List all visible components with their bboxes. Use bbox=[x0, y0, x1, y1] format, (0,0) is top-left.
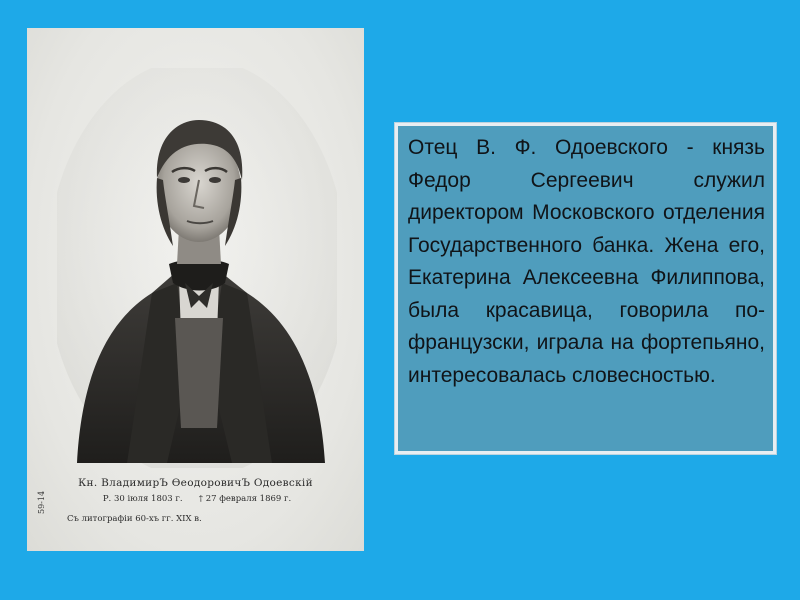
cravat bbox=[169, 260, 229, 291]
portrait-caption-source: Съ литографіи 60-хъ гг. XIX в. bbox=[67, 514, 202, 524]
portrait-card bbox=[27, 28, 364, 551]
portrait-caption-died: † 27 февраля 1869 г. bbox=[198, 494, 292, 504]
left-eye bbox=[178, 177, 190, 183]
portrait-caption-born: Р. 30 іюля 1803 г. bbox=[102, 494, 183, 504]
portrait-image bbox=[57, 68, 337, 468]
biography-paragraph: Отец В. Ф. Одоевского - князь Федор Сергеевич служил директором Московского отделения Государственного банка. Жена его, Екатерина Алексеевна Филиппова, была красавица, говорила по-французски, играла на фортепьяно, интересовалась словесностью. bbox=[408, 136, 765, 387]
right-eye bbox=[209, 177, 221, 183]
portrait-caption-name: Кн. ВладимирЪ ӨеодоровичЪ Одоевскій bbox=[78, 477, 313, 489]
text-panel bbox=[395, 123, 776, 454]
catalog-number: 59-14 bbox=[37, 490, 46, 514]
vest bbox=[175, 318, 223, 428]
portrait-caption-dates bbox=[47, 494, 347, 504]
